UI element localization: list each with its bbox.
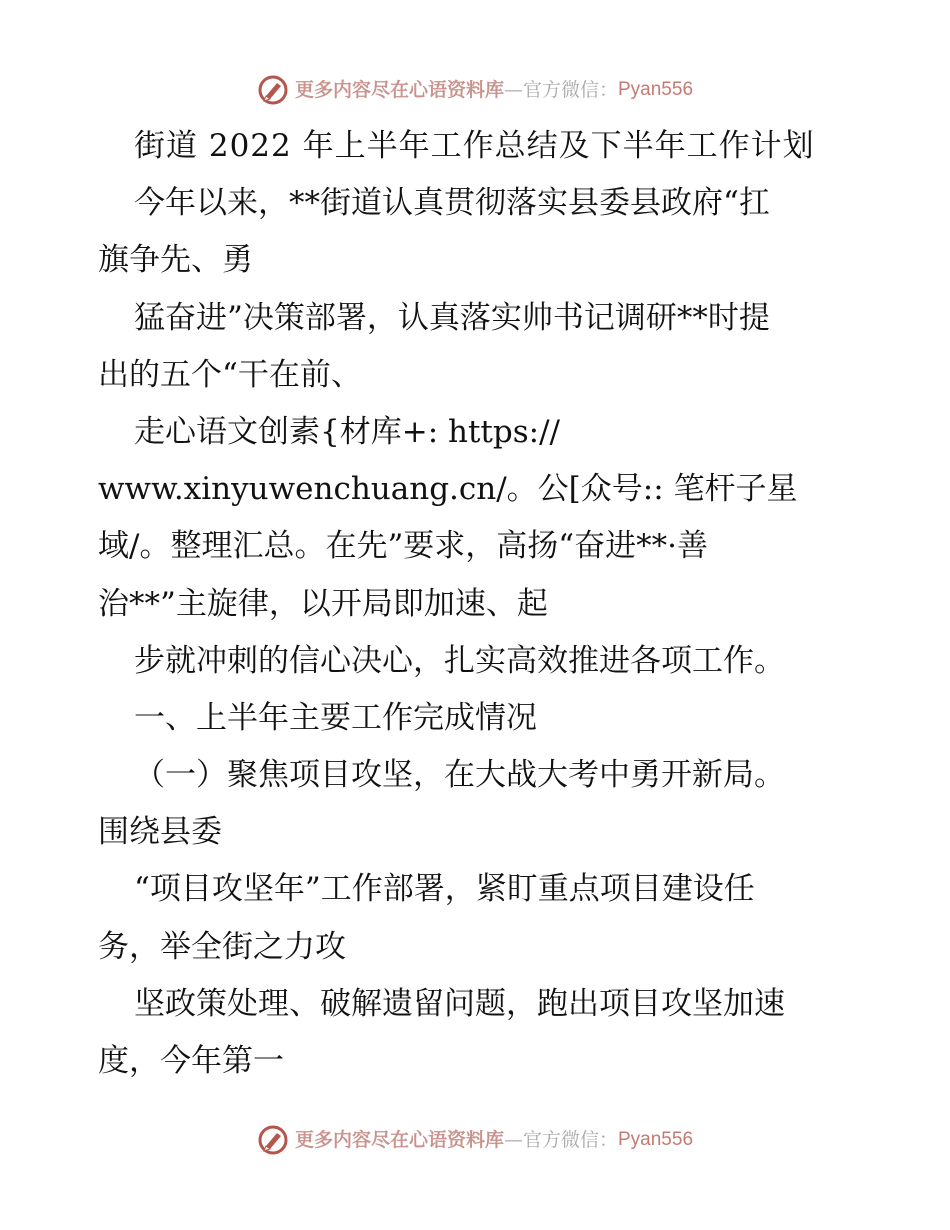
paragraph-line: 度，今年第一 bbox=[98, 1043, 284, 1079]
footer-watermark-banner bbox=[0, 1120, 950, 1160]
document-body bbox=[98, 118, 858, 1090]
watermark-main-text: 更多内容尽在心语资料库 bbox=[294, 1129, 504, 1151]
subsection-heading: （一）聚焦项目攻坚，在大战大考中勇开新局。 bbox=[134, 757, 785, 794]
watermark-dash: — bbox=[503, 1129, 523, 1151]
watermark-wechat-label: 官方微信： bbox=[522, 1129, 618, 1151]
paragraph-line: 走心语文创素{材库+: https:// bbox=[134, 413, 560, 450]
watermark-wechat-id: Pyan556 bbox=[618, 1129, 694, 1150]
paragraph-line: 今年以来，**街道认真贯彻落实县委县政府“扛 bbox=[134, 185, 770, 222]
paragraph-line: www.xinyuwenchuang.cn/。公[众号:: 笔杆子星 bbox=[98, 471, 798, 508]
section-heading: 一、上半年主要工作完成情况 bbox=[134, 699, 537, 736]
watermark-wechat-id: Pyan556 bbox=[618, 79, 694, 100]
paragraph-line: 域/。整理汇总。在先”要求，高扬“奋进**·善 bbox=[98, 528, 708, 565]
paragraph-line: 坚政策处理、破解遗留问题，跑出项目攻坚加速 bbox=[134, 985, 785, 1022]
paragraph-line: 治**”主旋律，以开局即加速、起 bbox=[98, 585, 548, 622]
document-title: 街道 2022 年上半年工作总结及下半年工作计划 bbox=[134, 128, 815, 164]
paragraph-line: “项目攻坚年”工作部署，紧盯重点项目建设任 bbox=[134, 871, 755, 908]
pen-circle-logo-icon bbox=[257, 1124, 289, 1156]
watermark-dash: — bbox=[503, 79, 523, 101]
paragraph-line: 步就冲刺的信心决心，扎实高效推进各项工作。 bbox=[134, 642, 785, 679]
pen-circle-logo-icon bbox=[257, 74, 289, 106]
paragraph-line: 围绕县委 bbox=[98, 814, 222, 851]
paragraph-line: 旗争先、勇 bbox=[98, 242, 253, 279]
paragraph-line: 务，举全街之力攻 bbox=[98, 928, 346, 965]
header-watermark-banner bbox=[0, 70, 950, 110]
watermark-main-text: 更多内容尽在心语资料库 bbox=[294, 79, 504, 101]
paragraph-line: 猛奋进”决策部署，认真落实帅书记调研**时提 bbox=[134, 299, 770, 336]
watermark-wechat-label: 官方微信： bbox=[522, 79, 618, 101]
paragraph-line: 出的五个“干在前、 bbox=[98, 356, 362, 393]
